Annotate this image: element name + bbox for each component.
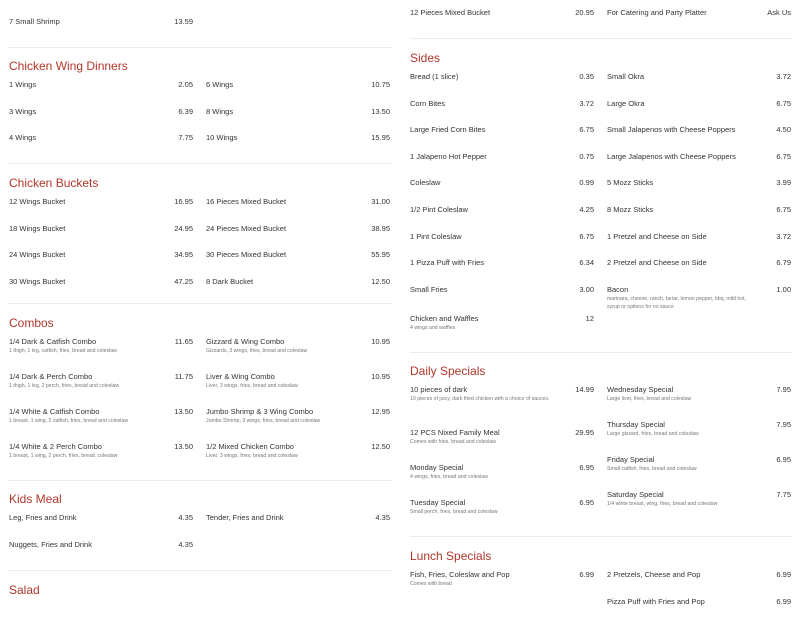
menu-item[interactable] [607,419,791,454]
menu-item[interactable] [206,406,390,441]
item-description: Small catfish, fries, bread and coleslaw [607,466,697,472]
menu-item[interactable] [607,7,791,34]
menu-item[interactable] [410,384,594,427]
section-items [9,16,391,43]
items-column [206,79,390,159]
item-price: 3.72 [579,98,594,108]
items-column [206,196,390,302]
section-items [9,336,391,476]
item-name: Leg, Fries and Drink [9,513,77,522]
menu-item[interactable] [410,313,594,348]
item-name: 1/4 Dark & Catfish Combo [9,337,97,346]
item-name: 1/4 Dark & Perch Combo [9,372,93,381]
item-price: 6.95 [579,498,594,507]
menu-item[interactable] [9,406,193,441]
item-name: Chicken and Waffles [410,313,479,323]
section-items [410,384,792,532]
menu-item[interactable] [607,71,791,98]
item-name: 30 Wings Bucket [9,276,66,286]
items-column [9,336,193,476]
item-name: 2 Pretzel and Cheese on Side [607,258,707,268]
menu-item[interactable] [607,284,791,319]
items-column [410,569,594,622]
item-name: 4 Wings [9,133,37,143]
item-price: 3.99 [776,178,791,188]
item-name: Saturday Special [607,490,664,499]
menu-section-sides [410,50,792,348]
menu-item[interactable] [9,196,193,223]
item-price: 3.00 [579,284,594,294]
item-description: 10 pieces of juicy, dark fried chicken with a choice of sauces. [410,396,550,402]
item-name: 3 Wings [9,106,37,116]
item-description: Large liver, fries, bread and coleslaw [607,396,692,402]
items-column [9,79,193,159]
menu-section-lunch-specials [410,548,792,622]
item-name: 8 Mozz Sticks [607,204,654,214]
menu-item[interactable] [410,177,594,204]
item-description: Liver, 3 wings, fries, bread and coleslaw [206,383,298,389]
item-name: 30 Pieces Mixed Bucket [206,250,287,260]
menu-item[interactable] [410,569,594,604]
menu-section-chicken-buckets [9,175,391,302]
menu-item[interactable] [206,79,390,106]
section-items [9,196,391,302]
item-price: 6.75 [776,151,791,161]
item-name: Nuggets, Fries and Drink [9,539,92,549]
menu-item[interactable] [9,539,193,566]
menu-item[interactable] [410,71,594,98]
items-column [607,71,791,348]
menu-item[interactable] [206,106,390,133]
menu-item[interactable] [410,497,594,532]
menu-section-kids-meal [9,491,391,565]
item-price: 7.75 [178,133,193,143]
item-price: 6.39 [178,106,193,116]
menu-item[interactable] [206,249,390,276]
item-price: 12 [585,313,594,323]
menu-item[interactable] [9,132,193,159]
item-price: 4.35 [375,513,390,522]
item-price: 0.35 [579,72,594,81]
items-column [9,196,193,302]
section-divider [410,352,792,353]
menu-item[interactable] [410,257,594,284]
item-price: 31.00 [371,197,390,206]
item-price: 6.75 [579,125,594,135]
item-description: Comes with fries, bread and coleslaw [410,439,496,445]
item-description: 4 wings and waffles [410,324,456,331]
item-price: 7.75 [776,490,791,499]
menu-item[interactable] [206,223,390,250]
item-description: Large gizzard, fries, bread and coleslaw [607,431,699,437]
menu-section-daily-specials [410,363,792,532]
item-name: 1/4 White & 2 Perch Combo [9,442,102,451]
item-name: 10 Wings [206,133,238,143]
menu-item[interactable] [9,106,193,133]
item-name: Wednesday Special [607,385,674,394]
item-name: 1/4 White & Catfish Combo [9,407,100,416]
item-price: 12.50 [371,442,390,451]
section-divider [9,570,391,571]
item-description: Small perch, fries, bread and coleslaw [410,509,498,515]
item-price: 38.95 [371,223,390,233]
section-heading: Combos [9,316,54,330]
section-heading: Chicken Buckets [9,176,99,190]
item-name: 12 Wings Bucket [9,197,66,206]
item-price: 13.59 [174,17,193,26]
section-items [410,7,792,34]
item-name: Large Jalapenos with Cheese Poppers [607,151,736,161]
menu-item[interactable] [607,231,791,258]
menu-item[interactable] [607,204,791,231]
menu-item[interactable] [410,151,594,178]
item-price: 13.50 [174,407,193,416]
item-name: Large Okra [607,98,645,108]
items-column [9,16,193,43]
item-price: 2.05 [178,80,193,89]
items-column [607,7,791,34]
menu-item[interactable] [9,16,193,43]
menu-item[interactable] [607,124,791,151]
item-price: 34.95 [174,250,193,260]
item-name: 1 Pizza Puff with Fries [410,258,485,268]
menu-item[interactable] [206,441,390,476]
item-price: 4.25 [579,204,594,214]
item-description: marinara, cheese, ranch, tartar, lemon pepper, bbq, mild hot, syrup or options for no sauce [607,295,746,310]
item-name: Small Jalapenos with Cheese Poppers [607,125,736,135]
menu-item[interactable] [9,223,193,250]
menu-item[interactable] [410,284,594,313]
item-price: 6.99 [776,596,791,606]
menu-item[interactable] [206,196,390,223]
menu-item[interactable] [410,98,594,125]
item-name: 1 Wings [9,80,37,89]
menu-item[interactable] [9,336,193,371]
menu-item[interactable] [607,384,791,419]
item-name: For Catering and Party Platter [607,8,707,17]
menu-item[interactable] [9,276,193,303]
item-price: 12.50 [371,276,390,286]
section-divider [410,536,792,537]
item-price: 47.25 [174,276,193,286]
menu-item[interactable] [206,276,390,303]
section-heading: Daily Specials [410,364,486,378]
section-heading: Kids Meal [9,492,62,506]
menu-item[interactable] [9,371,193,406]
section-divider [9,480,391,481]
item-price: 6.99 [776,570,791,579]
item-price: 13.50 [371,106,390,116]
menu-section-combos [9,315,391,476]
item-name: Tuesday Special [410,498,466,507]
item-price: 3.72 [776,231,791,241]
section-divider [410,38,792,39]
menu-item[interactable] [9,79,193,106]
item-name: Large Fried Corn Bites [410,125,486,135]
item-price: 6.75 [776,204,791,214]
item-name: 1 Jalapeno Hot Pepper [410,151,487,161]
menu-item[interactable] [410,204,594,231]
item-description: Liver, 3 wings, fries, bread and coleslaw [206,453,298,459]
items-column [206,336,390,476]
menu-item[interactable] [206,132,390,159]
item-name: Friday Special [607,455,655,464]
item-price: 20.95 [575,8,594,17]
item-name: Gizzard & Wing Combo [206,337,285,346]
items-column [607,569,791,622]
section-divider [9,303,391,304]
item-price: 16.95 [174,197,193,206]
item-description: 1 breast, 1 wing, 2 perch, fries, bread, coleslaw [9,453,118,459]
items-column [410,7,594,34]
item-price: 6.99 [579,570,594,579]
items-column [410,384,594,532]
item-price: Ask Us [767,8,791,17]
menu-item[interactable] [206,336,390,371]
item-name: Thursday Special [607,420,665,429]
item-name: 18 Wings Bucket [9,223,66,233]
section-items [410,71,792,348]
menu-item[interactable] [410,7,594,34]
item-price: 0.99 [579,178,594,188]
item-description: Jumbo Shrimp, 3 wings, fries, bread and coleslaw [206,418,321,424]
item-price: 29.95 [575,428,594,437]
item-price: 12.95 [371,407,390,416]
menu-item[interactable] [9,249,193,276]
item-name: 6 Wings [206,80,234,89]
item-price: 6.95 [579,463,594,472]
item-name: 2 Pretzels, Cheese and Pop [607,570,701,579]
item-description: Gizzards, 3 wings, fries, bread and coleslaw [206,348,308,354]
section-heading: Chicken Wing Dinners [9,59,128,73]
section-divider [9,163,391,164]
section-items [9,79,391,159]
menu-item[interactable] [9,512,193,539]
item-name: Small Fries [410,284,448,294]
item-name: Pizza Puff with Fries and Pop [607,596,705,606]
item-price: 11.75 [174,372,193,381]
item-description: 4 wings, fries, bread and coleslaw [410,474,488,480]
item-name: Bacon [607,284,629,294]
items-column [607,384,791,532]
item-price: 13.50 [174,442,193,451]
items-column [206,16,390,43]
item-name: 5 Mozz Sticks [607,178,654,188]
item-price: 1.00 [776,284,791,294]
menu-item[interactable] [607,257,791,284]
item-name: 1/2 Mixed Chicken Combo [206,442,294,451]
items-column [206,512,390,565]
item-description: 1 thigh, 1 leg, catfish, fries, bread and coleslaw [9,348,117,354]
menu-item[interactable] [607,569,791,596]
menu-item[interactable] [206,512,390,539]
item-name: Liver & Wing Combo [206,372,275,381]
section-heading: Lunch Specials [410,549,492,563]
menu-item[interactable] [410,124,594,151]
section-items [9,512,391,565]
section-heading: Salad [9,583,40,597]
item-description: 1 breast, 1 wing, 2 catfish, fries, bread and coleslaw [9,418,129,424]
item-price: 6.79 [776,258,791,268]
menu-item[interactable] [607,151,791,178]
item-price: 10.75 [371,80,390,89]
item-price: 10.95 [371,372,390,381]
section-divider [9,47,391,48]
item-price: 4.50 [776,125,791,135]
item-price: 14.99 [575,385,594,394]
menu-item[interactable] [607,454,791,489]
items-column [410,71,594,348]
item-description: Comes with bread [410,581,452,587]
item-price: 3.72 [776,72,791,81]
item-price: 4.35 [178,539,193,549]
item-price: 0.75 [579,151,594,161]
section-heading: Sides [410,51,441,65]
item-price: 6.34 [579,258,594,268]
menu-item[interactable] [9,441,193,476]
item-price: 7.95 [776,420,791,429]
item-price: 24.95 [174,223,193,233]
menu-item[interactable] [607,489,791,524]
item-price: 11.65 [174,337,193,346]
menu-section [9,16,391,43]
item-price: 10.95 [371,337,390,346]
menu-item[interactable] [410,427,594,462]
item-price: 7.95 [776,385,791,394]
item-name: 10 pieces of dark [410,385,468,394]
menu-item[interactable] [410,231,594,258]
menu-item[interactable] [607,98,791,125]
item-name: Coleslaw [410,178,441,188]
item-name: 1/2 Pint Coleslaw [410,204,468,214]
menu-item[interactable] [206,371,390,406]
items-column [9,512,193,565]
item-name: 12 PCS Nixed Family Meal [410,428,500,437]
item-name: 7 Small Shrimp [9,17,60,26]
menu-section [410,7,792,34]
item-name: 12 Pieces Mixed Bucket [410,8,491,17]
item-price: 6.75 [776,98,791,108]
menu-item[interactable] [607,177,791,204]
item-name: 1 Pretzel and Cheese on Side [607,231,707,241]
item-description: 1/4 white breast, wing, fries, bread and coleslaw [607,501,718,507]
item-name: 8 Dark Bucket [206,276,254,286]
section-items [410,569,792,622]
item-name: Jumbo Shrimp & 3 Wing Combo [206,407,314,416]
item-name: 1 Pint Coleslaw [410,231,462,241]
menu-item[interactable] [410,462,594,497]
item-name: Fish, Fries, Coleslaw and Pop [410,570,510,579]
item-price: 6.75 [579,231,594,241]
item-name: Tender, Fries and Drink [206,513,284,522]
item-name: Bread (1 slice) [410,72,459,81]
item-name: Corn Bites [410,98,446,108]
item-name: 16 Pieces Mixed Bucket [206,197,287,206]
item-name: 24 Wings Bucket [9,250,66,260]
item-description: 1 thigh, 1 leg, 2 perch, fries, bread and coleslaw [9,383,120,389]
item-price: 4.35 [178,513,193,522]
item-price: 15.95 [371,133,390,143]
item-price: 6.95 [776,455,791,464]
item-name: Monday Special [410,463,464,472]
item-name: 8 Wings [206,106,234,116]
menu-section-chicken-wing-dinners [9,58,391,159]
item-price: 55.95 [371,250,390,260]
item-name: Small Okra [607,72,645,81]
item-name: 24 Pieces Mixed Bucket [206,223,287,233]
